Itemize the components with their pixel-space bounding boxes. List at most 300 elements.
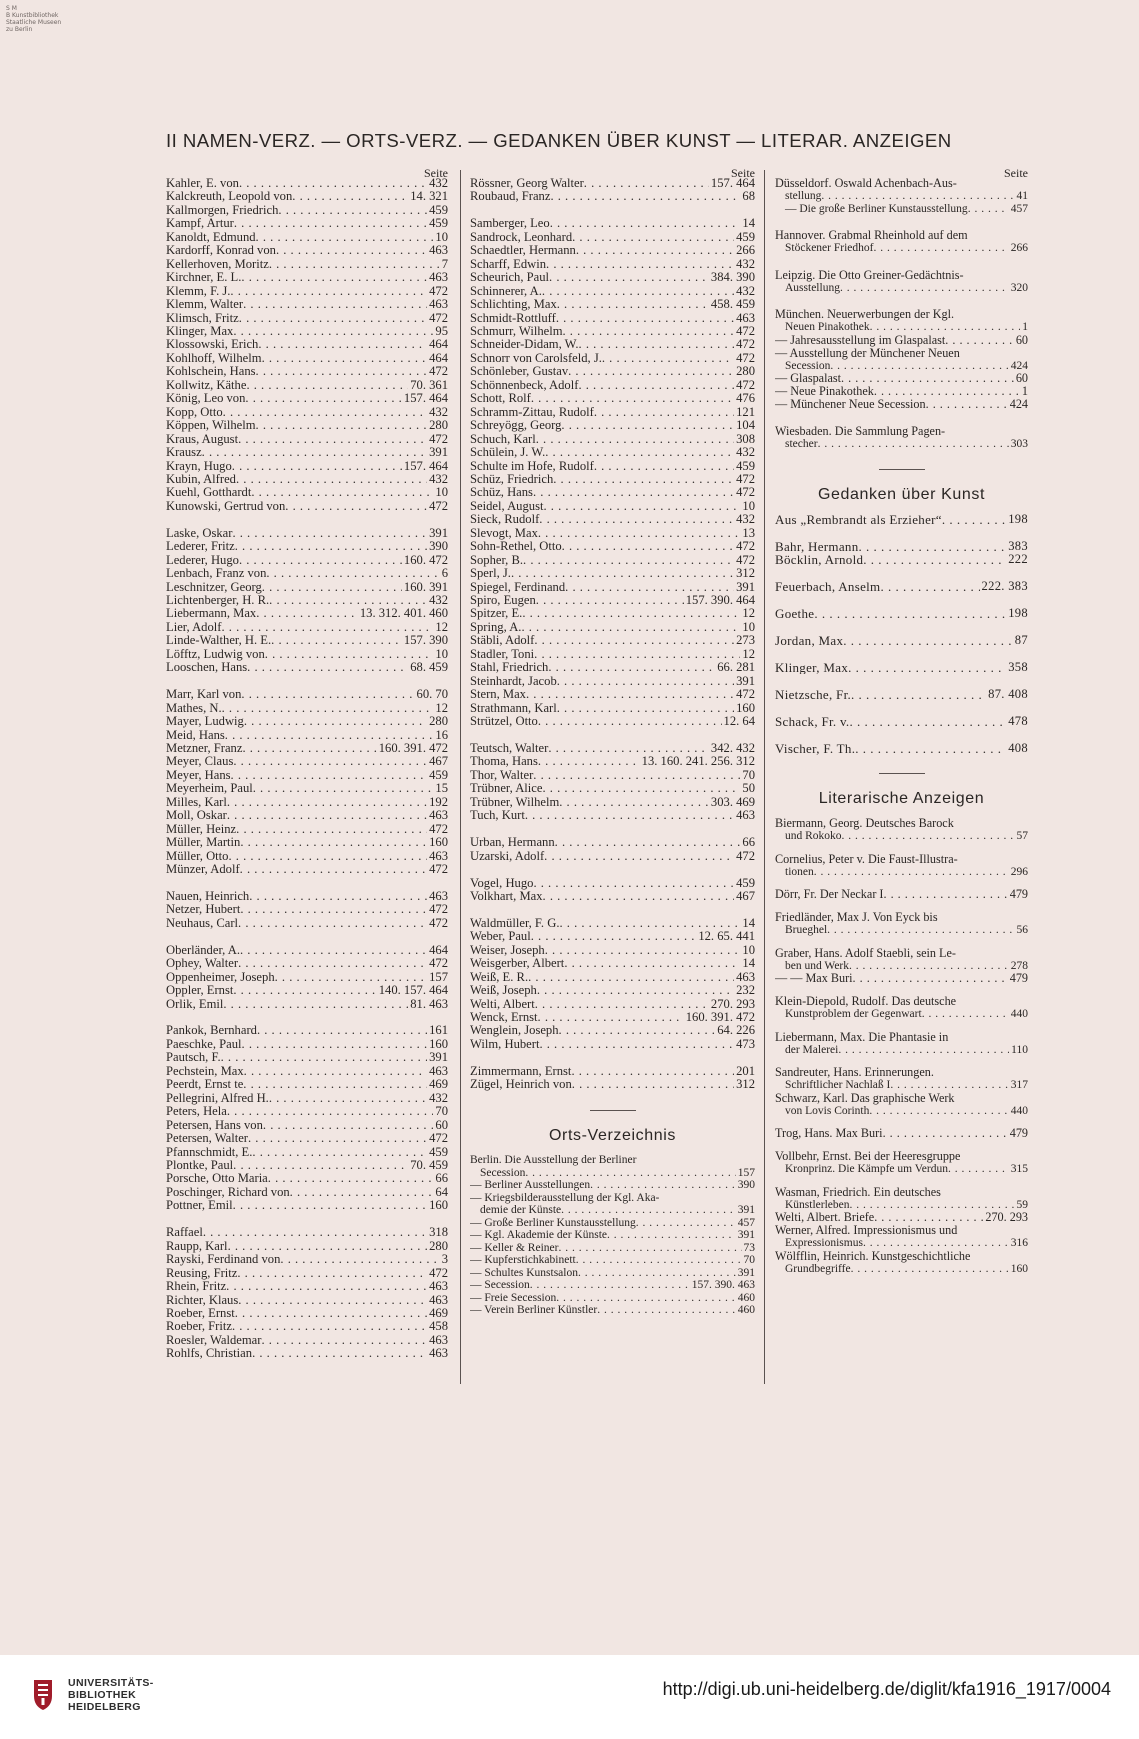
page-ref: 458. 459 bbox=[710, 298, 755, 312]
entry-name: — Freie Secession bbox=[470, 1291, 557, 1304]
page-ref: 320 bbox=[1010, 281, 1028, 294]
page-ref: 472 bbox=[429, 311, 448, 325]
page-ref: 60 bbox=[1015, 372, 1028, 385]
leader-dots bbox=[240, 944, 427, 957]
index-entry bbox=[775, 1263, 1028, 1276]
index-entry bbox=[166, 473, 448, 486]
section-divider bbox=[879, 773, 925, 774]
index-entry bbox=[470, 460, 755, 473]
index-entry bbox=[470, 285, 755, 298]
entry-name: Looschen, Hans bbox=[166, 661, 248, 675]
page-ref: 273 bbox=[736, 634, 755, 648]
entry-name: Vogel, Hugo bbox=[470, 876, 534, 890]
page-ref: 432 bbox=[736, 257, 755, 271]
leader-dots bbox=[249, 890, 427, 903]
entry-name: Porsche, Otto Maria bbox=[166, 1172, 268, 1186]
entry-name: Pottner, Emil bbox=[166, 1199, 233, 1213]
gedanken-title: Gedanken über Kunst bbox=[817, 485, 986, 503]
entry-name: Schnorr von Carolsfeld, J. bbox=[470, 351, 602, 365]
page-ref: 463 bbox=[429, 244, 448, 258]
index-entry bbox=[166, 500, 448, 513]
entry-name: Klossowski, Erich bbox=[166, 338, 259, 352]
entry-name: Kohlhoff, Wilhelm bbox=[166, 351, 262, 365]
index-entry bbox=[166, 1226, 448, 1239]
page-ref: 472 bbox=[429, 365, 448, 379]
entry-name: Klinger, Max bbox=[166, 324, 234, 338]
leader-dots bbox=[523, 554, 734, 567]
leader-dots bbox=[225, 729, 434, 742]
name-list bbox=[470, 177, 755, 1092]
index-entry bbox=[166, 379, 448, 392]
index-entry bbox=[470, 554, 755, 567]
index-entry bbox=[775, 321, 1028, 334]
entry-name: Klimsch, Fritz bbox=[166, 311, 239, 325]
index-entry bbox=[470, 1167, 755, 1180]
entry-name: Peerdt, Ernst te bbox=[166, 1078, 244, 1092]
index-entry bbox=[166, 1186, 448, 1199]
entry-name: Schriftlicher Nachlaß I bbox=[785, 1079, 891, 1092]
entry-name: Sohn-Rethel, Otto bbox=[470, 540, 562, 554]
leader-dots bbox=[859, 540, 1007, 553]
index-entry bbox=[470, 782, 755, 795]
entry-name: Stahl, Friedrich bbox=[470, 661, 549, 675]
index-entry bbox=[166, 809, 448, 822]
index-entry bbox=[470, 1065, 755, 1078]
leader-dots bbox=[266, 567, 439, 580]
index-entry bbox=[470, 271, 755, 284]
leader-dots bbox=[223, 998, 408, 1011]
page-ref: 432 bbox=[429, 177, 448, 190]
seite-label: Seite bbox=[1004, 166, 1028, 180]
page-ref: 157 bbox=[429, 970, 448, 984]
entry-name: Kirchner, E. L. bbox=[166, 271, 242, 285]
entry-name: Feuerbach, Anselm bbox=[775, 579, 881, 593]
thoughts-list bbox=[775, 513, 1028, 755]
leader-dots bbox=[814, 607, 1006, 620]
leader-dots bbox=[233, 755, 427, 768]
page-ref: 160 bbox=[429, 836, 448, 850]
page-ref: 459 bbox=[736, 876, 755, 890]
leader-dots bbox=[265, 648, 434, 661]
index-entry bbox=[470, 231, 755, 244]
index-entry bbox=[775, 688, 1028, 701]
page-ref: 432 bbox=[736, 446, 755, 460]
places-column bbox=[775, 166, 1028, 1285]
page-ref: 157. 390 bbox=[403, 634, 448, 648]
entry-name: Wenglein, Joseph bbox=[470, 1024, 559, 1038]
page-ref: 12. 65. 441 bbox=[698, 930, 755, 944]
leader-dots bbox=[853, 972, 1008, 985]
index-entry bbox=[166, 325, 448, 338]
leader-dots bbox=[538, 1011, 684, 1024]
entry-name: Petersen, Walter bbox=[166, 1132, 248, 1146]
page-ref: 316 bbox=[1010, 1237, 1028, 1250]
university-logo-icon[interactable] bbox=[30, 1678, 56, 1712]
index-entry bbox=[166, 352, 448, 365]
entry-name: Linde-Walther, H. E. bbox=[166, 634, 272, 648]
logo-line: UNIVERSITÄTS- bbox=[68, 1677, 154, 1689]
leader-dots bbox=[230, 285, 427, 298]
page-ref: 64 bbox=[435, 1185, 448, 1199]
page-ref: 479 bbox=[1009, 1127, 1028, 1141]
entry-name: Spiegel, Ferdinand bbox=[470, 580, 566, 594]
index-entry bbox=[470, 675, 755, 688]
page-ref: 467 bbox=[429, 755, 448, 769]
index-entry bbox=[470, 244, 755, 257]
index-block bbox=[775, 308, 1028, 411]
entry-name: Scharff, Edwin bbox=[470, 257, 547, 271]
entry-name: Trübner, Wilhelm bbox=[470, 795, 560, 809]
entry-name: Pautsch, F. bbox=[166, 1051, 221, 1065]
index-entry bbox=[470, 540, 755, 553]
index-entry bbox=[166, 406, 448, 419]
index-entry bbox=[166, 1320, 448, 1333]
entry-name: — Kgl. Akademie der Künste bbox=[470, 1229, 608, 1242]
index-entry bbox=[166, 1294, 448, 1307]
index-entry bbox=[166, 554, 448, 567]
index-entry bbox=[470, 1078, 755, 1091]
page-ref: 424 bbox=[1009, 398, 1028, 411]
page-ref: 280 bbox=[429, 419, 448, 433]
leader-dots bbox=[256, 607, 358, 620]
leader-dots bbox=[545, 446, 734, 459]
entry-name: Böcklin, Arnold bbox=[775, 552, 864, 566]
entry-name: Schramm-Zittau, Rudolf bbox=[470, 405, 594, 419]
index-entry bbox=[470, 325, 755, 338]
index-entry bbox=[775, 385, 1028, 398]
index-entry bbox=[166, 1051, 448, 1064]
leader-dots bbox=[242, 742, 376, 755]
leader-dots bbox=[530, 1279, 690, 1292]
entry-name: — Neue Pinakothek bbox=[775, 385, 874, 398]
permalink-url[interactable]: http://digi.ub.uni-heidelberg.de/diglit/kfa1916_1917/0004 bbox=[662, 1679, 1111, 1699]
block-line: Klein-Diepold, Rudolf. Das deutsche bbox=[775, 994, 957, 1009]
leader-dots bbox=[534, 634, 734, 647]
leader-dots bbox=[830, 360, 1008, 373]
entry-name: Zügel, Heinrich von bbox=[470, 1078, 572, 1092]
entry-name: Raffael bbox=[166, 1226, 203, 1240]
page-ref: 12. 64 bbox=[723, 715, 755, 729]
leader-dots bbox=[269, 594, 427, 607]
page-ref: 472 bbox=[429, 499, 448, 513]
index-entry bbox=[775, 634, 1028, 647]
leader-dots bbox=[292, 190, 408, 203]
index-entry bbox=[775, 282, 1028, 295]
leader-dots bbox=[252, 1146, 427, 1159]
leader-dots bbox=[202, 446, 427, 459]
leader-dots bbox=[597, 1304, 736, 1317]
index-entry bbox=[166, 567, 448, 580]
letter-gap bbox=[470, 204, 755, 217]
entry-name: Petersen, Hans von bbox=[166, 1118, 263, 1132]
index-entry bbox=[470, 715, 755, 728]
orts-title: Orts-Verzeichnis bbox=[549, 1126, 676, 1144]
entry-name: Kohlschein, Hans bbox=[166, 365, 256, 379]
page-ref: 13. 312. 401. 460 bbox=[359, 607, 448, 621]
entry-name: Neuen Pinakothek bbox=[785, 321, 870, 333]
entry-name: Klemm, Walter bbox=[166, 298, 244, 312]
seite-label: Seite bbox=[731, 166, 755, 180]
entry-name: Lier, Adolf bbox=[166, 620, 222, 634]
entry-name: Richter, Klaus bbox=[166, 1293, 239, 1307]
index-entry bbox=[775, 438, 1028, 451]
entry-name: Sopher, B. bbox=[470, 553, 524, 567]
page-ref: 270. 293 bbox=[710, 997, 755, 1011]
page-ref: 463 bbox=[429, 1347, 448, 1361]
index-entry bbox=[166, 1199, 448, 1212]
entry-name: Kunstproblem der Gegenwart bbox=[785, 1008, 922, 1021]
stamp-line: B Kunstbibliothek bbox=[6, 12, 59, 19]
entry-name: Meid, Hans bbox=[166, 728, 225, 742]
university-library-logo-text[interactable] bbox=[68, 1677, 154, 1713]
entry-name: Schneider-Didam, W. bbox=[470, 338, 579, 352]
index-entry bbox=[775, 661, 1028, 674]
leader-dots bbox=[948, 1163, 1009, 1176]
page-ref: 390 bbox=[429, 540, 448, 554]
leader-dots bbox=[233, 1199, 427, 1212]
index-entry bbox=[166, 742, 448, 755]
entry-name: Peters, Hela bbox=[166, 1105, 227, 1119]
literature-list bbox=[775, 817, 1028, 1275]
leader-dots bbox=[572, 231, 734, 244]
leader-dots bbox=[533, 877, 734, 890]
leader-dots bbox=[561, 1204, 736, 1217]
leader-dots bbox=[543, 500, 740, 513]
entry-name: Sieck, Rudolf bbox=[470, 513, 540, 527]
index-entry bbox=[470, 769, 755, 782]
index-block bbox=[775, 177, 1028, 215]
leader-dots bbox=[607, 1229, 736, 1242]
page-ref: 270. 293 bbox=[985, 1211, 1028, 1225]
page-ref: 315 bbox=[1010, 1163, 1028, 1176]
index-block bbox=[775, 1031, 1028, 1057]
logo-line: BIBLIOTHEK bbox=[68, 1689, 137, 1701]
entry-name: Reusing, Fritz bbox=[166, 1266, 238, 1280]
page-ref: 391 bbox=[429, 446, 448, 460]
page-ref: 459 bbox=[736, 459, 755, 473]
entry-name: Welti, Albert. Briefe bbox=[775, 1211, 875, 1225]
index-entry bbox=[775, 190, 1028, 203]
entry-name: von Lovis Corinth bbox=[785, 1104, 870, 1117]
page-ref: 459 bbox=[429, 217, 448, 231]
leader-dots bbox=[850, 1199, 1015, 1212]
entry-name: Metzner, Franz bbox=[166, 742, 243, 755]
entry-name: Ophey, Walter bbox=[166, 957, 239, 971]
entry-name: Meyer, Claus bbox=[166, 755, 234, 769]
index-entry bbox=[470, 473, 755, 486]
entry-name: — Münchener Neue Secession bbox=[775, 398, 926, 411]
entry-name: Steinhardt, Jacob bbox=[470, 674, 557, 688]
index-entry bbox=[470, 1179, 755, 1192]
block-line: Biermann, Georg. Deutsches Barock bbox=[775, 816, 954, 831]
entry-name: stellung bbox=[785, 190, 822, 202]
entry-name: Weiser, Joseph bbox=[470, 943, 545, 957]
leader-dots bbox=[548, 661, 715, 674]
index-entry bbox=[166, 190, 448, 203]
entry-name: Rayski, Ferdinand von bbox=[166, 1253, 281, 1267]
leader-dots bbox=[533, 486, 734, 499]
leader-dots bbox=[561, 419, 734, 432]
leader-dots bbox=[818, 438, 1009, 451]
leader-dots bbox=[563, 325, 735, 338]
leader-dots bbox=[236, 823, 427, 836]
index-entry bbox=[470, 352, 755, 365]
leader-dots bbox=[268, 1172, 434, 1185]
leader-dots bbox=[525, 1167, 735, 1180]
entry-name: Pankok, Bernhard bbox=[166, 1024, 257, 1038]
leader-dots bbox=[883, 1127, 1008, 1140]
entry-name: Milles, Karl bbox=[166, 795, 227, 809]
entry-name: Teutsch, Walter bbox=[470, 742, 549, 755]
entry-name: Secession bbox=[480, 1166, 526, 1179]
index-entry bbox=[166, 1038, 448, 1051]
entry-name: Thor, Walter bbox=[470, 768, 534, 782]
page-ref: 463 bbox=[429, 1333, 448, 1347]
entry-name: Weber, Paul bbox=[470, 930, 531, 944]
leader-dots bbox=[256, 419, 428, 432]
entry-name: Kopp, Otto bbox=[166, 405, 223, 419]
page-ref: 7 bbox=[441, 257, 448, 271]
index-block bbox=[775, 1066, 1028, 1117]
entry-name: und Rokoko bbox=[785, 830, 842, 843]
block-line: München. Neuerwerbungen der Kgl. bbox=[775, 307, 955, 321]
index-entry bbox=[470, 1217, 755, 1230]
entry-name: Krayn, Hugo bbox=[166, 459, 232, 473]
entry-name: Schüz, Hans bbox=[470, 486, 533, 500]
page-ref: 312 bbox=[736, 567, 755, 581]
leader-dots bbox=[239, 177, 427, 190]
index-entry bbox=[166, 1119, 448, 1132]
stamp-line: zu Berlin bbox=[6, 26, 33, 33]
block-line: Liebermann, Max. Die Phantasie in bbox=[775, 1029, 949, 1044]
index-entry bbox=[470, 971, 755, 984]
entry-name: Mayer, Ludwig bbox=[166, 715, 244, 729]
index-entry bbox=[470, 217, 755, 230]
index-entry bbox=[166, 1334, 448, 1347]
index-entry bbox=[166, 338, 448, 351]
entry-name: Kampf, Artur bbox=[166, 217, 234, 231]
index-entry bbox=[470, 1229, 755, 1242]
entry-name: Oppenheimer, Joseph bbox=[166, 970, 275, 984]
leader-dots bbox=[549, 271, 709, 284]
index-entry bbox=[166, 702, 448, 715]
entry-name: Rössner, Georg Walter bbox=[470, 177, 584, 190]
page-ref: 70. 459 bbox=[410, 1159, 448, 1172]
page-ref: 390 bbox=[737, 1179, 755, 1192]
index-entry bbox=[166, 971, 448, 984]
leader-dots bbox=[241, 688, 414, 701]
page-ref: 472 bbox=[736, 351, 755, 365]
index-entry bbox=[166, 1078, 448, 1091]
entry-name: Ausstellung bbox=[785, 281, 840, 294]
page-ref: 479 bbox=[1009, 888, 1028, 902]
leader-dots bbox=[262, 352, 428, 365]
leader-dots bbox=[238, 1294, 427, 1307]
page-ref: 59 bbox=[1016, 1198, 1028, 1211]
leader-dots bbox=[538, 755, 640, 768]
index-entry bbox=[166, 998, 448, 1011]
page-ref: 463 bbox=[429, 1280, 448, 1294]
entry-name: Plontke, Paul bbox=[166, 1159, 234, 1172]
leader-dots bbox=[275, 971, 427, 984]
index-entry bbox=[166, 688, 448, 701]
page-ref: 14 bbox=[742, 957, 755, 971]
index-entry bbox=[470, 1267, 755, 1280]
page-header: II NAMEN-VERZ. — ORTS-VERZ. — GEDANKEN ÜBER KUNST — LITERAR. ANZEIGEN bbox=[166, 130, 952, 151]
page-ref: 160 bbox=[429, 1037, 448, 1051]
page-ref: 440 bbox=[1010, 1104, 1028, 1117]
index-entry bbox=[166, 460, 448, 473]
index-entry bbox=[470, 755, 755, 768]
index-entry bbox=[470, 379, 755, 392]
index-entry bbox=[470, 648, 755, 661]
entry-name: Strützel, Otto bbox=[470, 715, 538, 729]
leader-dots bbox=[840, 282, 1009, 295]
index-entry bbox=[166, 1146, 448, 1159]
page-ref: 472 bbox=[736, 338, 755, 352]
page-ref: 463 bbox=[736, 809, 755, 823]
block-line: Sandreuter, Hans. Erinnerungen. bbox=[775, 1065, 934, 1080]
index-block bbox=[775, 947, 1028, 986]
index-block bbox=[775, 1150, 1028, 1176]
page-ref: 464 bbox=[429, 943, 448, 957]
entry-name: Spring, A. bbox=[470, 620, 522, 634]
index-entry bbox=[166, 285, 448, 298]
entry-name: Waldmüller, F. G. bbox=[470, 916, 560, 930]
index-entry bbox=[470, 742, 755, 755]
entry-name: Weisgerber, Albert bbox=[470, 957, 565, 971]
entry-name: Trübner, Alice bbox=[470, 782, 543, 796]
page-ref: 478 bbox=[1008, 714, 1028, 728]
entry-name: Goethe bbox=[775, 606, 815, 620]
page-ref: 463 bbox=[736, 970, 755, 984]
index-entry bbox=[775, 553, 1028, 566]
index-entry bbox=[470, 1204, 755, 1217]
index-entry bbox=[470, 634, 755, 647]
page-ref: 424 bbox=[1010, 359, 1028, 372]
entry-name: Müller, Heinz bbox=[166, 822, 237, 836]
page-ref: 14 bbox=[742, 916, 755, 930]
page-ref: 479 bbox=[1009, 972, 1028, 986]
index-entry bbox=[166, 298, 448, 311]
page-ref: 472 bbox=[429, 957, 448, 971]
index-entry bbox=[470, 513, 755, 526]
leader-dots bbox=[873, 242, 1008, 255]
index-entry bbox=[166, 486, 448, 499]
index-entry bbox=[166, 1105, 448, 1118]
leader-dots bbox=[243, 298, 427, 311]
leader-dots bbox=[578, 379, 734, 392]
entry-name: Samberger, Leo bbox=[470, 217, 550, 231]
index-entry bbox=[775, 580, 1028, 593]
index-entry bbox=[775, 242, 1028, 255]
index-entry bbox=[775, 1044, 1028, 1057]
index-entry bbox=[166, 607, 448, 620]
index-entry bbox=[166, 769, 448, 782]
page-ref: 472 bbox=[736, 553, 755, 567]
page-ref: 10 bbox=[435, 486, 448, 500]
letter-gap bbox=[470, 823, 755, 836]
page-ref: 469 bbox=[429, 1306, 448, 1320]
page-ref: 15 bbox=[435, 782, 448, 796]
leader-dots bbox=[849, 960, 1009, 973]
entry-name: Müller, Martin bbox=[166, 836, 241, 850]
leader-dots bbox=[233, 1159, 408, 1172]
page-ref: 157. 464 bbox=[403, 392, 448, 406]
index-entry bbox=[470, 419, 755, 432]
page-ref: 60. 70 bbox=[416, 688, 448, 702]
entry-name: Meyerheim, Paul bbox=[166, 782, 253, 796]
